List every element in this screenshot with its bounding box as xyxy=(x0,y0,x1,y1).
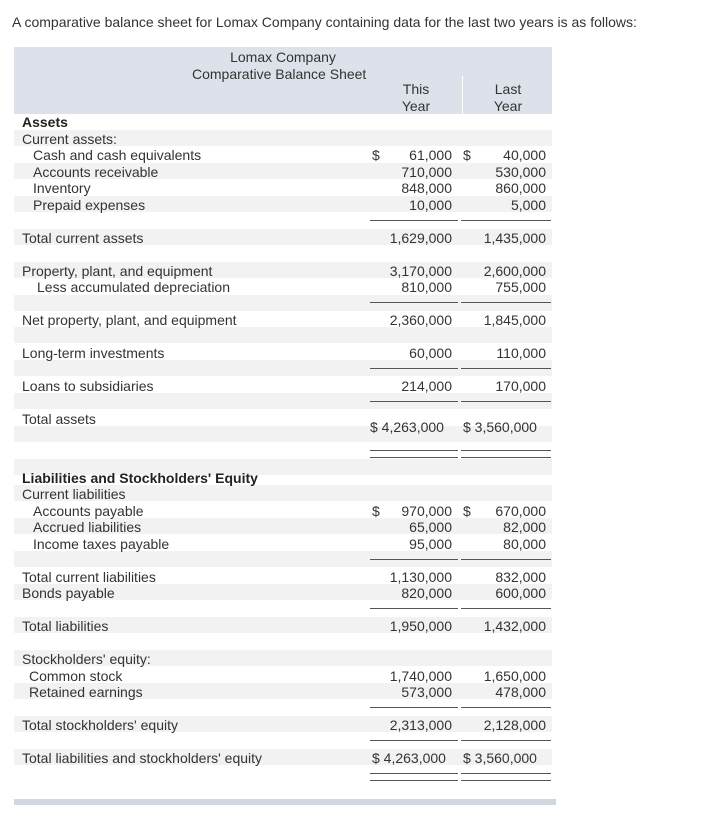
prepaid-label: Prepaid expenses xyxy=(33,197,146,213)
accum-dep-this: 810,000 xyxy=(401,279,452,295)
equity-heading: Stockholders' equity: xyxy=(22,651,151,667)
common-stock-this: 1,740,000 xyxy=(389,668,452,684)
ap-dollar-last: $ xyxy=(463,503,471,519)
rule xyxy=(461,401,551,402)
rule xyxy=(370,608,458,609)
accum-dep-last: 755,000 xyxy=(495,279,546,295)
ppe-this: 3,170,000 xyxy=(389,263,452,279)
rule xyxy=(370,707,458,708)
bonds-last: 600,000 xyxy=(495,585,546,601)
rule xyxy=(370,780,458,781)
prepaid-this: 10,000 xyxy=(409,197,452,213)
rule xyxy=(370,450,458,451)
liabilities-heading: Liabilities and Stockholders' Equity xyxy=(22,470,258,486)
retained-earnings-this: 573,000 xyxy=(401,684,452,700)
ap-dollar-this: $ xyxy=(372,503,380,519)
accrued-this: 65,000 xyxy=(409,519,452,535)
ar-this: 710,000 xyxy=(401,164,452,180)
accrued-label: Accrued liabilities xyxy=(33,519,142,535)
retained-earnings-last: 478,000 xyxy=(495,684,546,700)
rule xyxy=(461,740,551,741)
net-ppe-this: 2,360,000 xyxy=(389,312,452,328)
total-current-assets-label: Total current assets xyxy=(22,230,144,246)
cash-label: Cash and cash equivalents xyxy=(33,147,202,163)
rule xyxy=(461,302,551,303)
rule xyxy=(461,707,551,708)
total-assets-last: $ 3,560,000 xyxy=(463,419,537,435)
total-equity-last: 2,128,000 xyxy=(483,717,546,733)
col-this-line2: Year xyxy=(401,98,431,114)
total-liabilities-this: 1,950,000 xyxy=(389,618,452,634)
total-liabilities-last: 1,432,000 xyxy=(483,618,546,634)
prepaid-last: 5,000 xyxy=(510,197,546,213)
inventory-last: 860,000 xyxy=(495,180,546,196)
ap-this: 970,000 xyxy=(401,503,452,519)
cash-dollar-this: $ xyxy=(372,147,380,163)
lti-label: Long-term investments xyxy=(22,345,165,361)
net-ppe-last: 1,845,000 xyxy=(483,312,546,328)
inventory-this: 848,000 xyxy=(401,180,452,196)
cash-this: 61,000 xyxy=(409,147,452,163)
ar-label: Accounts receivable xyxy=(33,164,159,180)
assets-heading: Assets xyxy=(22,114,68,130)
header-divider xyxy=(462,76,463,114)
total-assets-label: Total assets xyxy=(22,411,96,427)
total-current-liabilities-last: 832,000 xyxy=(495,569,546,585)
grand-total-label: Total liabilities and stockholders' equity xyxy=(22,750,263,766)
current-assets-heading: Current assets: xyxy=(22,131,117,147)
total-liabilities-label: Total liabilities xyxy=(22,618,109,634)
rule xyxy=(461,608,551,609)
common-stock-last: 1,650,000 xyxy=(483,668,546,684)
ppe-label: Property, plant, and equipment xyxy=(22,263,213,279)
rule xyxy=(461,773,551,774)
rule xyxy=(370,220,458,221)
col-last-line2: Year xyxy=(493,98,523,114)
statement-title: Comparative Balance Sheet xyxy=(192,66,367,82)
common-stock-label: Common stock xyxy=(29,668,123,684)
rule xyxy=(461,559,551,560)
table-footer-bar xyxy=(14,799,556,805)
rule xyxy=(461,780,551,781)
total-current-assets-last: 1,435,000 xyxy=(483,230,546,246)
cash-last: 40,000 xyxy=(503,147,546,163)
grand-total-last: $ 3,560,000 xyxy=(463,750,537,766)
col-last-line1: Last xyxy=(494,81,522,97)
total-equity-label: Total stockholders' equity xyxy=(22,717,178,733)
rule xyxy=(461,450,551,451)
total-current-liabilities-label: Total current liabilities xyxy=(22,569,156,585)
accum-dep-label: Less accumulated depreciation xyxy=(37,279,231,295)
rule xyxy=(461,368,551,369)
col-this-line1: This xyxy=(402,81,430,97)
current-liabilities-heading: Current liabilities xyxy=(22,486,126,502)
rule xyxy=(370,773,458,774)
loans-last: 170,000 xyxy=(495,378,546,394)
company-name: Lomax Company xyxy=(230,49,336,65)
total-equity-this: 2,313,000 xyxy=(389,717,452,733)
rule xyxy=(461,220,551,221)
bonds-label: Bonds payable xyxy=(22,585,115,601)
total-assets-this: $ 4,263,000 xyxy=(370,419,444,435)
loans-this: 214,000 xyxy=(401,378,452,394)
rule xyxy=(370,740,458,741)
taxes-this: 95,000 xyxy=(409,536,452,552)
grand-total-this: $ 4,263,000 xyxy=(372,750,446,766)
loans-label: Loans to subsidiaries xyxy=(22,378,154,394)
ap-label: Accounts payable xyxy=(33,503,144,519)
lti-last: 110,000 xyxy=(496,345,546,361)
rule xyxy=(461,457,551,458)
rule xyxy=(370,457,458,458)
taxes-last: 80,000 xyxy=(503,536,546,552)
bonds-this: 820,000 xyxy=(401,585,452,601)
rule xyxy=(370,401,458,402)
cash-dollar-last: $ xyxy=(463,147,471,163)
ar-last: 530,000 xyxy=(495,164,546,180)
total-current-liabilities-this: 1,130,000 xyxy=(389,569,452,585)
rule xyxy=(370,368,458,369)
total-current-assets-this: 1,629,000 xyxy=(389,230,452,246)
intro-text: A comparative balance sheet for Lomax Company containing data for the last two years is as follows: xyxy=(12,14,637,30)
net-ppe-label: Net property, plant, and equipment xyxy=(22,312,237,328)
taxes-label: Income taxes payable xyxy=(33,536,170,552)
rule xyxy=(370,302,458,303)
retained-earnings-label: Retained earnings xyxy=(29,684,143,700)
ap-last: 670,000 xyxy=(495,503,546,519)
lti-this: 60,000 xyxy=(409,345,452,361)
rule xyxy=(370,559,458,560)
ppe-last: 2,600,000 xyxy=(483,263,546,279)
inventory-label: Inventory xyxy=(33,180,91,196)
accrued-last: 82,000 xyxy=(503,519,546,535)
